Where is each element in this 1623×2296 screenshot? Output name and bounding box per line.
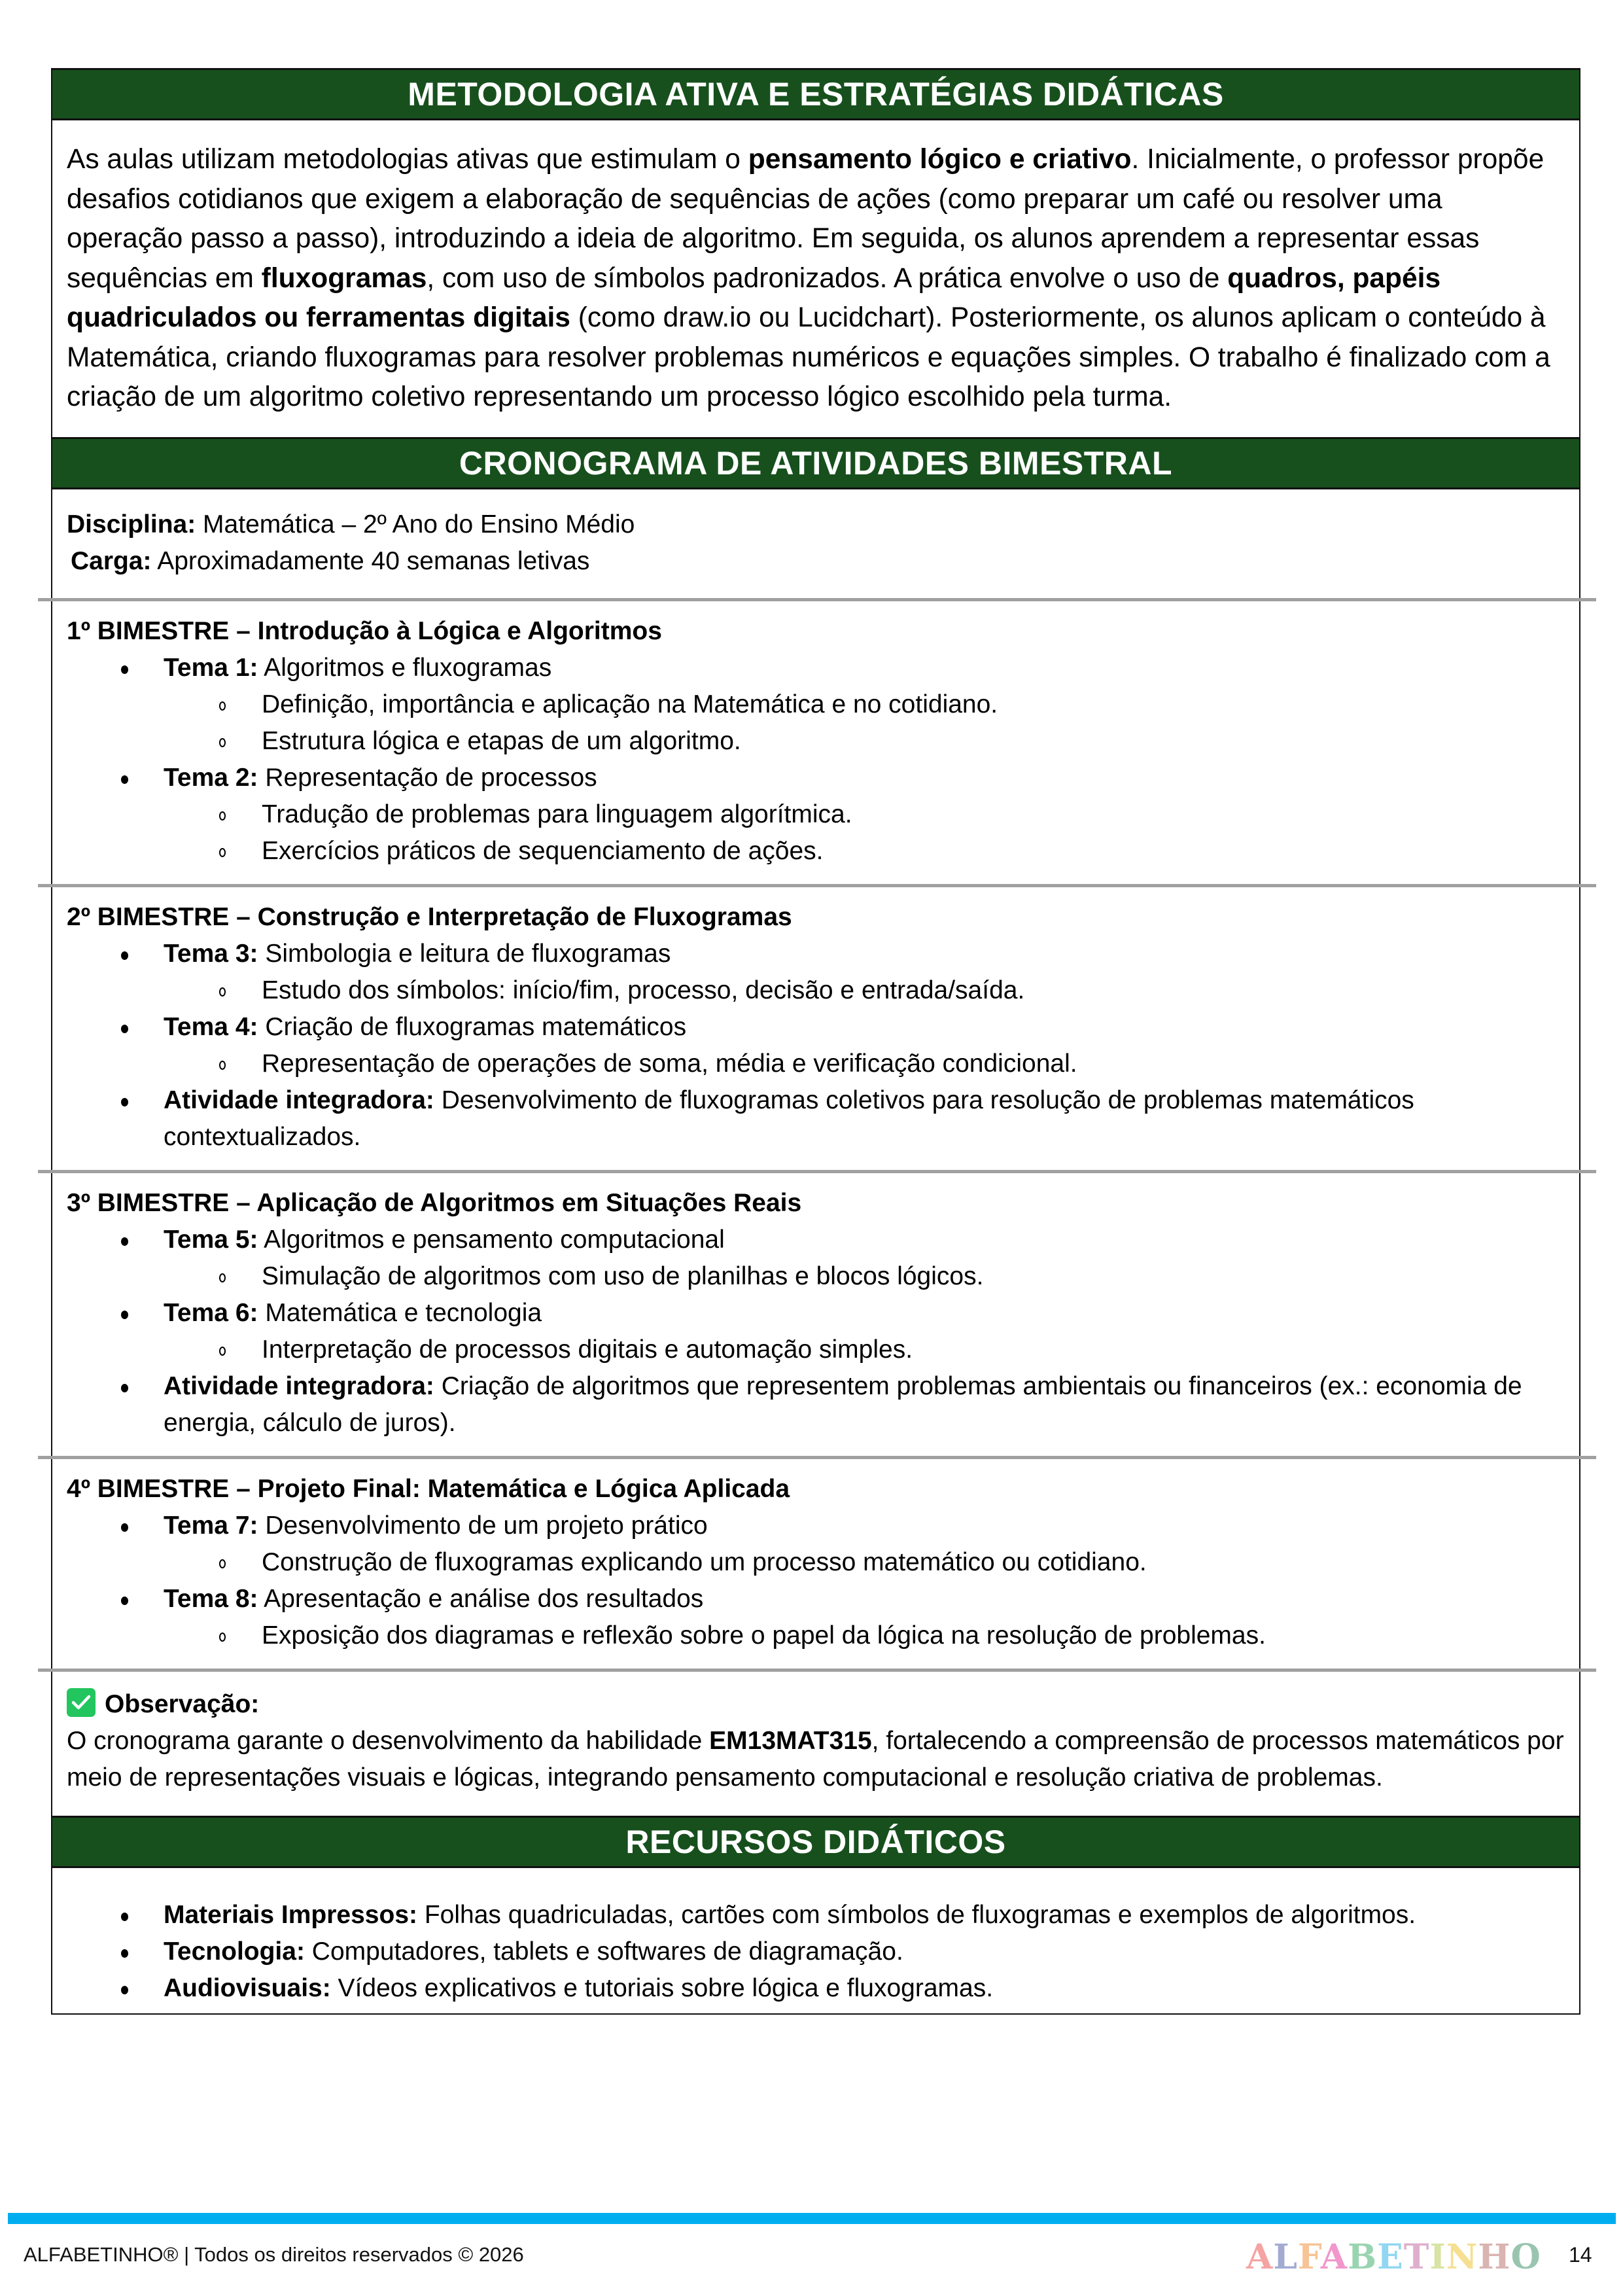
section-divider [38, 1456, 1596, 1459]
logo-letter: O [1510, 2237, 1541, 2277]
theme-text: Apresentação e análise dos resultados [258, 1584, 704, 1613]
theme-list [67, 1222, 1565, 1441]
resource-label: Tecnologia: [164, 1937, 305, 1966]
theme-item [67, 1009, 1565, 1082]
observation-text [67, 1723, 1565, 1796]
load-line [67, 543, 1565, 580]
methodology-header: METODOLOGIA ATIVA E ESTRATÉGIAS DIDÁTICAS [52, 68, 1579, 120]
section-divider [38, 1170, 1596, 1173]
theme-label: Atividade integradora: [164, 1371, 434, 1400]
subtopic-item: Simulação de algoritmos com uso de planilhas e blocos lógicos. [67, 1258, 1565, 1295]
theme-item [67, 1508, 1565, 1581]
theme-label: Tema 2: [164, 763, 258, 792]
schedule-meta [52, 489, 1579, 598]
theme-text: Algoritmos e pensamento computacional [258, 1225, 725, 1254]
resource-text: Vídeos explicativos e tutoriais sobre lógica e fluxogramas. [330, 1973, 994, 2002]
subtopic-item: Estrutura lógica e etapas de um algoritmo. [67, 723, 1565, 760]
bimester-title: 4º BIMESTRE – Projeto Final: Matemática e Lógica Aplicada [67, 1474, 790, 1503]
subtopic-item: Exposição dos diagramas e reflexão sobre o papel da lógica na resolução de problemas. [67, 1617, 1565, 1654]
theme-label: Tema 5: [164, 1225, 258, 1254]
subtopic-item: Tradução de problemas para linguagem algorítmica. [67, 796, 1565, 833]
resource-text: Computadores, tablets e softwares de diagramação. [304, 1937, 903, 1966]
load-value: Aproximadamente 40 semanas letivas [151, 546, 590, 575]
subtopic-list [164, 1046, 1565, 1082]
resource-item [67, 1897, 1565, 1934]
paragraph-text: (como draw.io ou Lucidchart). Posteriormente, os alunos aplicam o conteúdo à Matemática, criando fluxogramas para resolver problemas numéricos e equações simples. O trabalho é finalizado com a criação de um algoritmo coletivo representando um processo lógico escolhido pela turma. [67, 302, 1550, 412]
logo-letter: I [1429, 2237, 1446, 2277]
load-label: Carga: [71, 546, 152, 575]
theme-text: Simbologia e leitura de fluxogramas [258, 939, 671, 968]
subtopic-list [164, 1258, 1565, 1295]
theme-list [67, 936, 1565, 1156]
resource-label: Audiovisuais: [164, 1973, 331, 2002]
subtopic-item: Definição, importância e aplicação na Matemática e no cotidiano. [67, 686, 1565, 723]
discipline-value: Matemática – 2º Ano do Ensino Médio [196, 510, 635, 539]
resources-header: RECURSOS DIDÁTICOS [52, 1816, 1579, 1868]
theme-text: Algoritmos e fluxogramas [258, 653, 552, 682]
theme-item [67, 1368, 1565, 1441]
theme-list [67, 1508, 1565, 1654]
theme-text: Matemática e tecnologia [258, 1298, 542, 1327]
subtopic-item: Interpretação de processos digitais e automação simples. [67, 1332, 1565, 1368]
bimester-block [52, 601, 1579, 884]
logo-letter: A [1246, 2237, 1274, 2277]
logo-letter: F [1297, 2237, 1321, 2277]
subtopic-list [164, 1544, 1565, 1581]
schedule-header: CRONOGRAMA DE ATIVIDADES BIMESTRAL [52, 437, 1579, 489]
discipline-line [67, 506, 1565, 543]
subtopic-list [164, 1332, 1565, 1368]
bimester-title: 2º BIMESTRE – Construção e Interpretação de Fluxogramas [67, 902, 792, 931]
subtopic-item: Estudo dos símbolos: início/fim, processo, decisão e entrada/saída. [67, 972, 1565, 1009]
discipline-label: Disciplina: [67, 510, 196, 539]
observation-text-part: O cronograma garante o desenvolvimento da habilidade [67, 1726, 710, 1755]
subtopic-list [164, 686, 1565, 760]
bimester-title: 1º BIMESTRE – Introdução à Lógica e Algoritmos [67, 616, 662, 645]
theme-label: Tema 1: [164, 653, 258, 682]
logo-letter: A [1320, 2237, 1348, 2277]
observation-title-line [67, 1686, 1565, 1723]
observation-title: Observação: [105, 1689, 260, 1718]
resource-item [67, 1934, 1565, 1970]
bimester-block [52, 1173, 1579, 1456]
theme-text: Criação de fluxogramas matemáticos [258, 1012, 687, 1041]
subtopic-item: Construção de fluxogramas explicando um processo matemático ou cotidiano. [67, 1544, 1565, 1581]
bimester-block [52, 887, 1579, 1170]
theme-list [67, 650, 1565, 870]
skill-code: EM13MAT315 [709, 1726, 872, 1755]
footer-accent-bar [8, 2213, 1616, 2224]
check-box-icon [67, 1688, 96, 1717]
paragraph-text: . Inicialmente, o professor propõe desafios cotidianos que exigem a elaboração de sequências de ações (como preparar um café ou resolver uma operação passo a passo), introduzindo a ideia de algoritmo. Em seguida, os alunos aprendem a representar essas sequências em [67, 144, 1544, 294]
resource-text: Folhas quadriculadas, cartões com símbolos de fluxogramas e exemplos de algoritmos. [417, 1900, 1416, 1929]
logo-letter: T [1403, 2237, 1430, 2277]
bimester-list [52, 598, 1579, 1669]
theme-label: Tema 3: [164, 939, 258, 968]
theme-item [67, 1581, 1565, 1654]
section-divider [38, 884, 1596, 887]
theme-label: Tema 7: [164, 1511, 258, 1540]
theme-text: Criação de algoritmos que representem problemas ambientais ou financeiros (ex.: economia de energia, cálculo de juros). [164, 1371, 1522, 1437]
theme-item [67, 760, 1565, 870]
section-divider [38, 598, 1596, 601]
theme-label: Tema 4: [164, 1012, 258, 1041]
document-page [51, 68, 1580, 2015]
resource-label: Materiais Impressos: [164, 1900, 418, 1929]
subtopic-item: Exercícios práticos de sequenciamento de ações. [67, 833, 1565, 870]
subtopic-list [164, 972, 1565, 1009]
logo-letter: H [1478, 2237, 1511, 2277]
emphasis-text: quadros, papéis quadriculados ou ferramentas digitais [67, 262, 1441, 333]
paragraph-text: , com uso de símbolos padronizados. A prática envolve o uso de [427, 262, 1228, 294]
subtopic-list [164, 796, 1565, 870]
section-divider [38, 1669, 1596, 1672]
page-number: 14 [1569, 2243, 1592, 2267]
theme-text: Desenvolvimento de fluxogramas coletivos para resolução de problemas matemáticos contextualizados. [164, 1086, 1414, 1151]
theme-item [67, 1082, 1565, 1156]
theme-text: Representação de processos [258, 763, 597, 792]
subtopic-list [164, 1617, 1565, 1654]
theme-item [67, 1222, 1565, 1295]
theme-text: Desenvolvimento de um projeto prático [258, 1511, 708, 1540]
theme-item [67, 650, 1565, 760]
observation-block [52, 1672, 1579, 1816]
theme-label: Atividade integradora: [164, 1086, 434, 1114]
resource-item [67, 1970, 1565, 2007]
resources-block [52, 1868, 1579, 2013]
logo-letter: E [1377, 2237, 1404, 2277]
paragraph-text: As aulas utilizam metodologias ativas que estimulam o [67, 144, 748, 175]
bimester-title: 3º BIMESTRE – Aplicação de Algoritmos em Situações Reais [67, 1188, 802, 1217]
theme-label: Tema 6: [164, 1298, 258, 1327]
emphasis-text: fluxogramas [261, 262, 427, 294]
emphasis-text: pensamento lógico e criativo [748, 144, 1132, 175]
methodology-paragraph [52, 120, 1579, 437]
resources-list [67, 1897, 1565, 2007]
footer-copyright: ALFABETINHO® | Todos os direitos reservados © 2026 [24, 2243, 524, 2266]
logo-letter: B [1348, 2237, 1378, 2277]
brand-logo [1246, 2237, 1541, 2277]
bimester-block [52, 1459, 1579, 1669]
theme-item [67, 936, 1565, 1009]
logo-letter: L [1273, 2237, 1298, 2277]
theme-label: Tema 8: [164, 1584, 258, 1613]
subtopic-item: Representação de operações de soma, média e verificação condicional. [67, 1046, 1565, 1082]
observation-text-part: , fortalecendo a compreensão de processos matemáticos por meio de representações visuais e lógicas, integrando pensamento computacional e resolução criativa de problemas. [67, 1726, 1564, 1792]
logo-letter: N [1446, 2237, 1478, 2277]
theme-item [67, 1295, 1565, 1368]
